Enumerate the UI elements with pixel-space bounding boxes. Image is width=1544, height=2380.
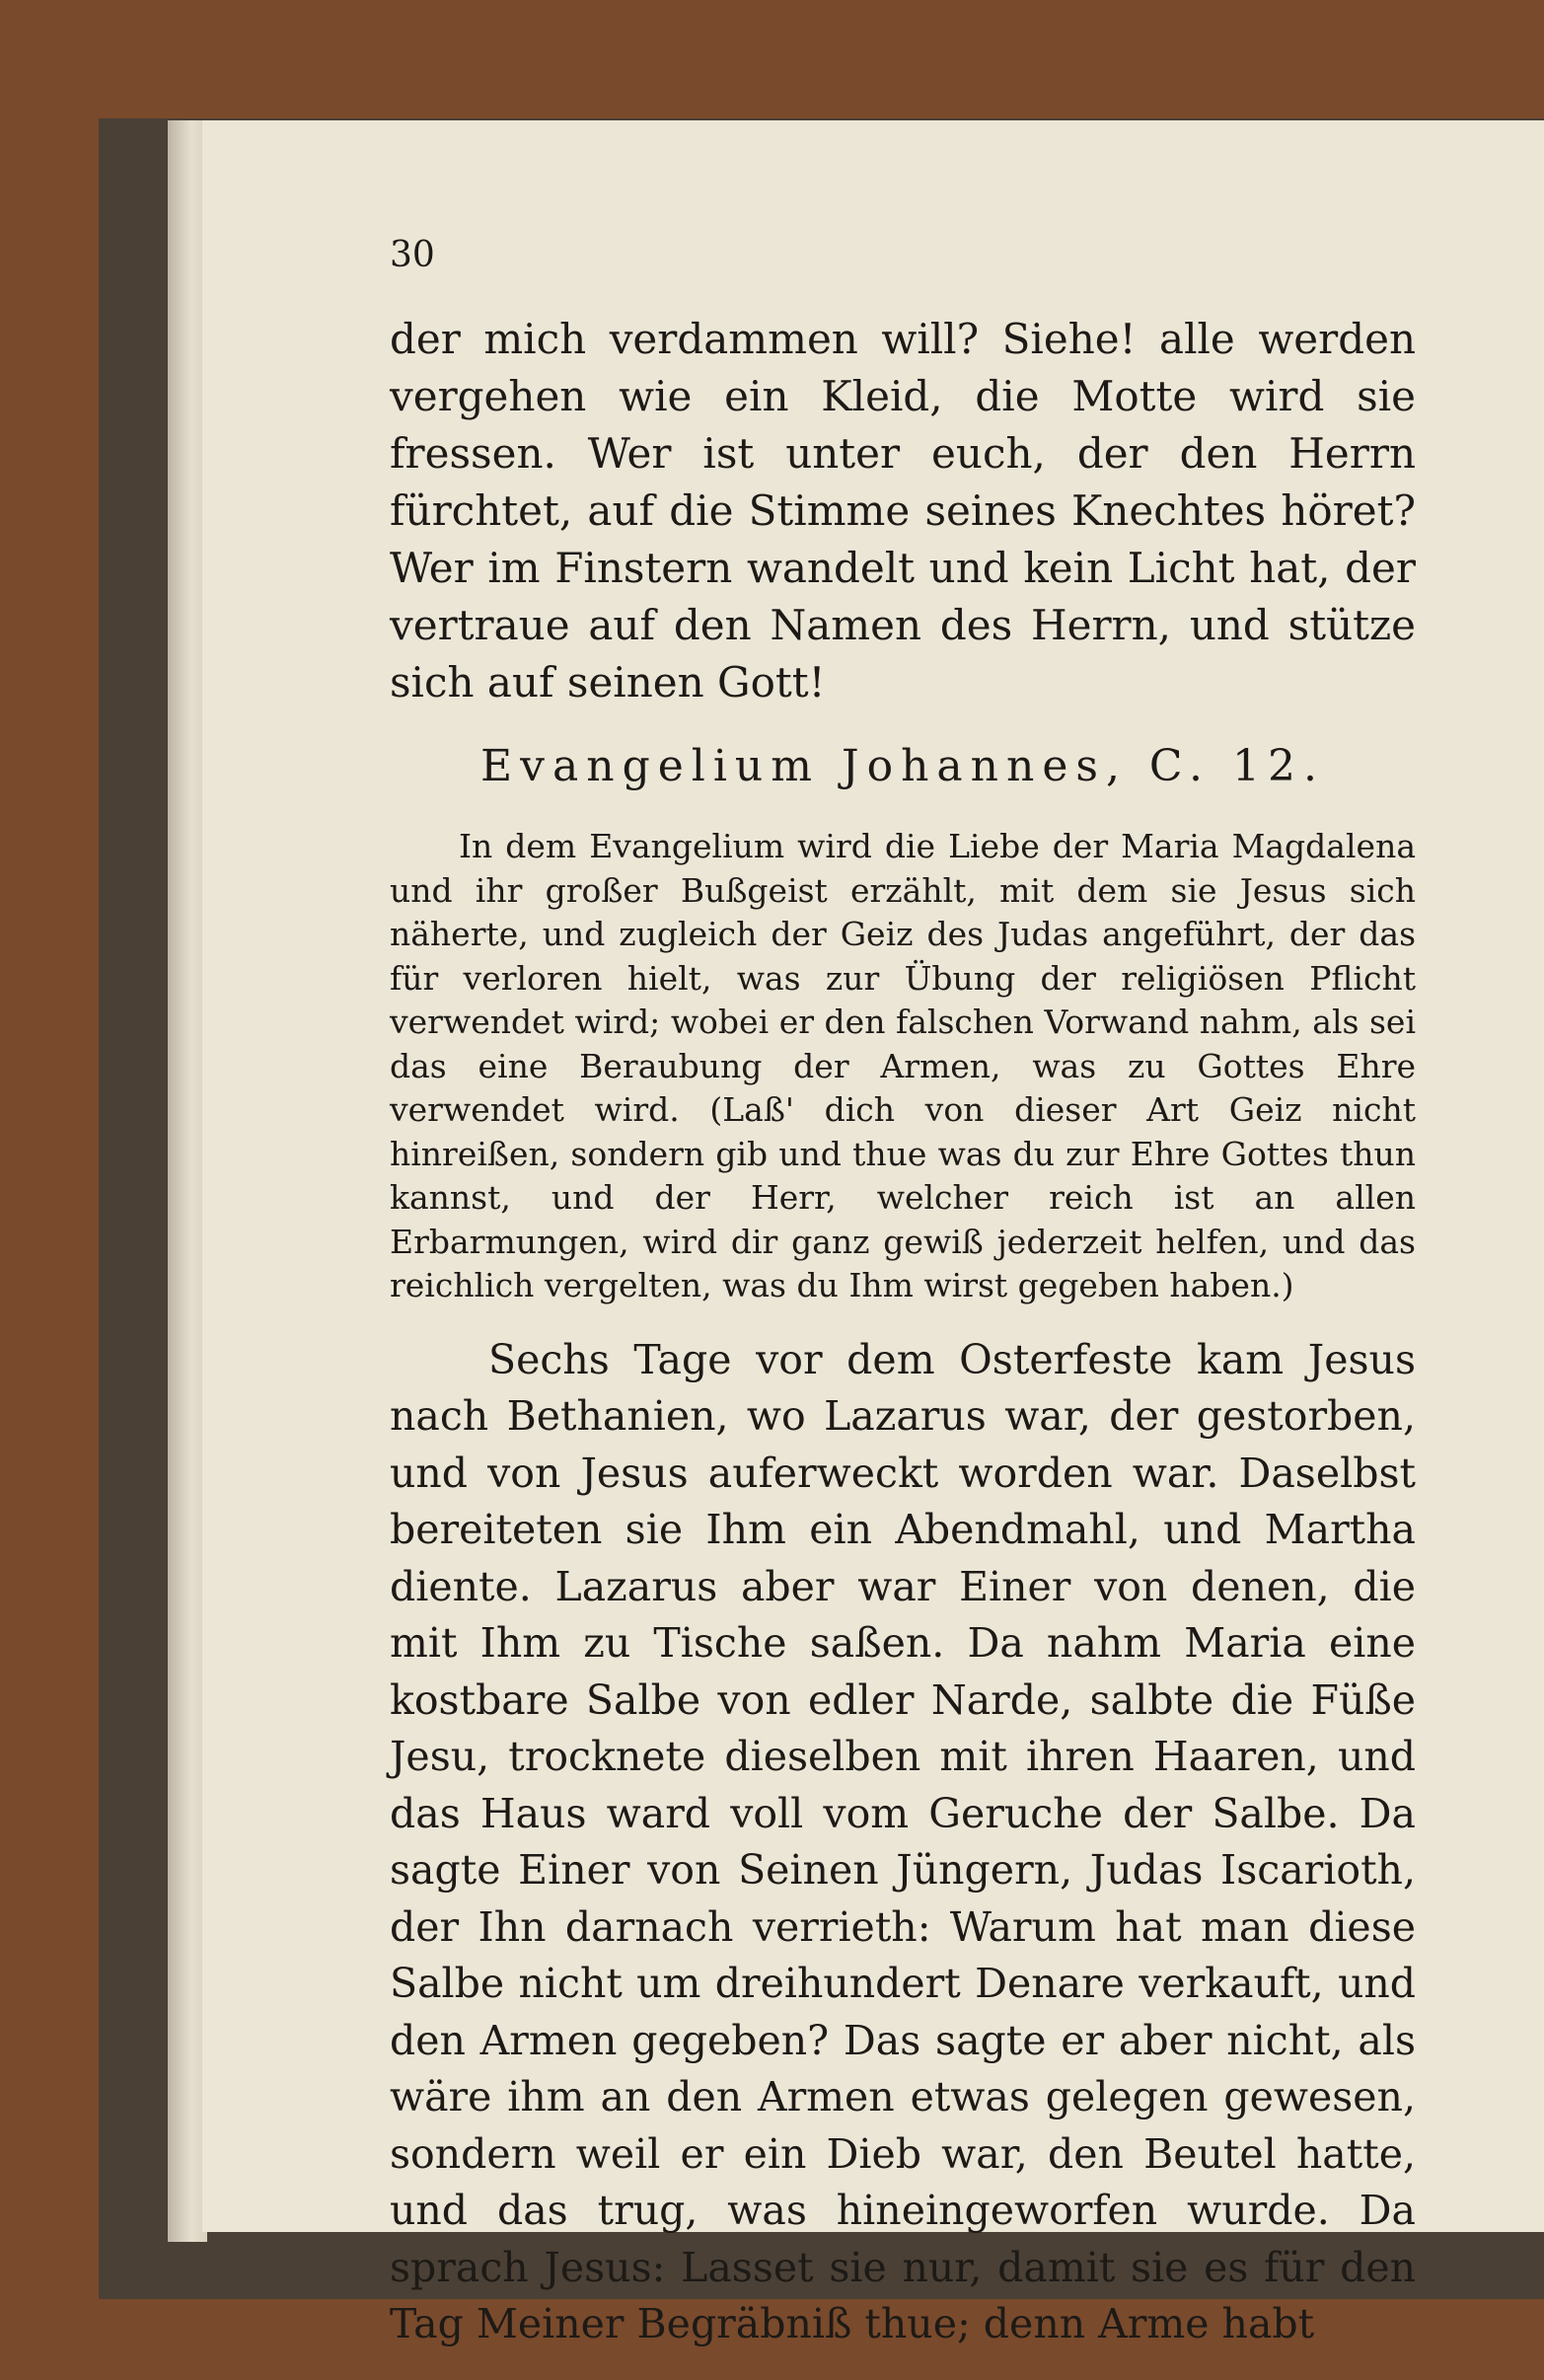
main-paragraph: Sechs Tage vor dem Osterfeste kam Jesus nach Bethanien, wo Lazarus war, der gestorben, und von Jesus auferweckt worden war. Daselbst bereiteten sie Ihm ein Abendmahl, und Martha diente. Lazarus aber war Einer von denen, die mit Ihm zu Tische saßen. Da nahm Maria eine kostbare Salbe von edler Narde, salbte die Füße Jesu, trocknete dieselben mit ihren Haaren, und das Haus ward voll vom Geruche der Salbe. Da sagte Einer von Seinen Jüngern, Judas Iscarioth, der Ihn darnach verrieth: Warum hat man diese Salbe nicht um dreihundert Denare verkauft, und den Armen gegeben? Das sagte er aber nicht, als wäre ihm an den Armen etwas gelegen gewesen, sondern weil er ein Dieb war, den Beutel hatte, und das trug, was hineingeworfen wurde. Da sprach Jesus: Lasset sie nur, damit sie es für den Tag Meiner Begräbniß thue; denn Arme habt <box>390 1335 1416 2347</box>
section-heading: Evangelium Johannes, C. 12. <box>480 741 1325 791</box>
page-content <box>390 235 1416 2353</box>
opening-paragraph: der mich verdammen will? Siehe! alle werden vergehen wie ein Kleid, die Motte wird sie fressen. Wer ist unter euch, der den Herrn fürchtet, auf die Stimme seines Knechtes höret? Wer im Finstern wandelt und kein Licht hat, der vertraue auf den Namen des Herrn, und stütze sich auf seinen Gott! <box>390 315 1416 707</box>
page-number: 30 <box>390 235 435 275</box>
summary-paragraph: In dem Evangelium wird die Liebe der Maria Magdalena und ihr großer Bußgeist erzählt, mit dem sie Jesus sich näherte, und zugleich der Geiz des Judas angeführt, der das für verloren hielt, was zur Übung der religiösen Pflicht verwendet wird; wobei er den falschen Vorwand nahm, als sei das eine Beraubung der Armen, was zu Gottes Ehre verwendet wird. (Laß' dich von dieser Art Geiz nicht hinreißen, sondern gib und thue was du zur Ehre Gottes thun kannst, und der Herr, welcher reich ist an allen Erbarmungen, wird dir ganz gewiß jederzeit helfen, und das reichlich vergelten, was du Ihm wirst gegeben haben.) <box>390 827 1416 1304</box>
page-edge <box>168 120 207 2242</box>
